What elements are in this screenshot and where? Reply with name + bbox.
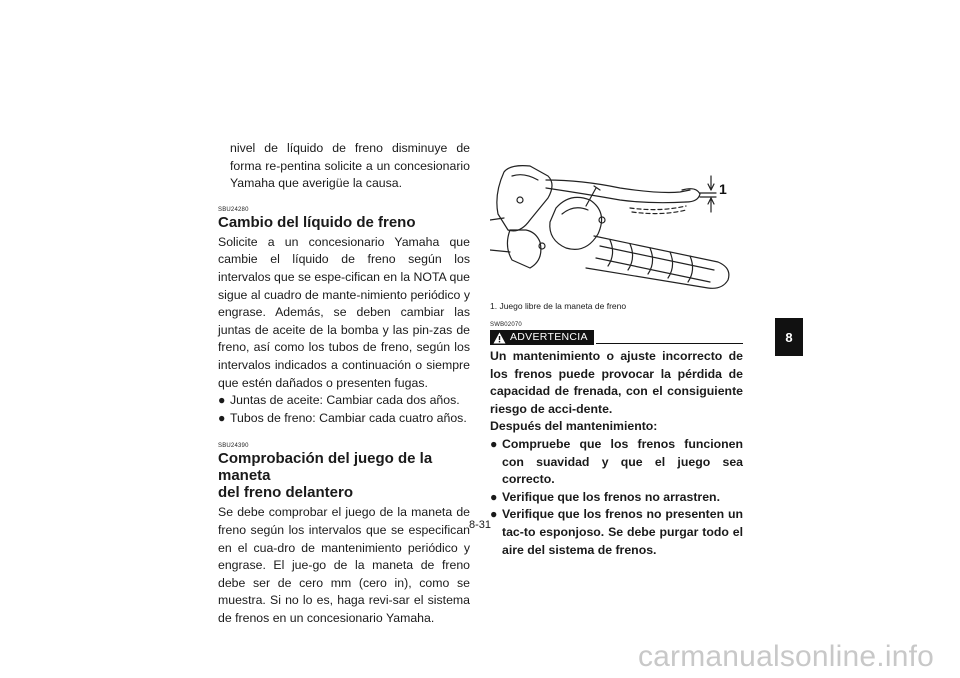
page-number: 8-31 — [468, 519, 492, 531]
bullet-icon: ● — [218, 410, 226, 425]
bullet-icon: ● — [490, 489, 498, 504]
bullet-icon: ● — [490, 507, 498, 522]
brake-lever-drawing — [490, 150, 743, 295]
bullet-icon: ● — [490, 436, 498, 451]
list-item: ● Juntas de aceite: Cambiar cada dos años. — [218, 392, 470, 410]
intro-paragraph: nivel de líquido de freno disminuye de forma re-pentina solicite a un concesionario Yamaha que averigüe la causa. — [230, 141, 470, 191]
section-body: Solicite a un concesionario Yamaha que cambie el líquido de freno según los intervalos que se espe-cifican en la NOTA que sigue al cuadro de mante-nimiento periódico y engrase. Además, se deben cambiar las juntas de aceite de la bomba y las pin-zas de freno, así como los tubos de freno, según los intervalos indicados a continuación o siempre que estén dañados o presenten fugas. — [218, 234, 470, 390]
watermark: carmanualsonline.info — [637, 640, 934, 673]
warning-text: Un mantenimiento o ajuste incorrecto de los frenos puede provocar la pérdida de capacidad de frenada, con el consiguiente riesgo de acci-dente. — [490, 349, 743, 416]
warning-rule — [596, 343, 743, 344]
warning-header — [490, 330, 743, 345]
right-column — [490, 150, 743, 559]
section-code: SBU24280 — [218, 206, 249, 213]
section-heading: Comprobación del juego de la maneta del freno delantero — [218, 450, 433, 502]
figure-caption: 1. Juego libre de la maneta de freno — [490, 301, 627, 311]
list-item: ● Verifique que los frenos no presenten un tac-to esponjoso. Se debe purgar todo el aire del sistema de frenos. — [490, 507, 743, 557]
section-body: Se debe comprobar el juego de la maneta de freno según los intervalos que se especifican en el cua-dro de mantenimiento periódico y engrase. El jue-go de la maneta de freno debe ser de cero mm (cero in), como se muestra. Si no lo es, haga revi-sar el sistema de frenos en un concesionario Yamaha. — [218, 505, 470, 625]
chapter-tab: 8 — [775, 318, 803, 356]
callout-number: 1 — [719, 181, 727, 197]
bullet-icon: ● — [218, 393, 226, 408]
section-heading: Cambio del líquido de freno — [218, 213, 416, 231]
after-maintenance-label: Después del mantenimiento: — [490, 419, 658, 434]
left-column — [218, 140, 470, 627]
list-item: ● Compruebe que los frenos funcionen con suavidad y que el juego sea correcto. — [490, 436, 743, 487]
warning-triangle-icon — [493, 332, 506, 344]
list-item: ● Tubos de freno: Cambiar cada cuatro años. — [218, 410, 470, 428]
brake-lever-illustration — [490, 150, 743, 295]
section-code: SBU24390 — [218, 443, 249, 450]
warning-badge: ADVERTENCIA — [490, 330, 594, 345]
warning-code: SWB02070 — [490, 322, 522, 328]
list-item: ● Verifique que los frenos no arrastren. — [490, 489, 743, 507]
